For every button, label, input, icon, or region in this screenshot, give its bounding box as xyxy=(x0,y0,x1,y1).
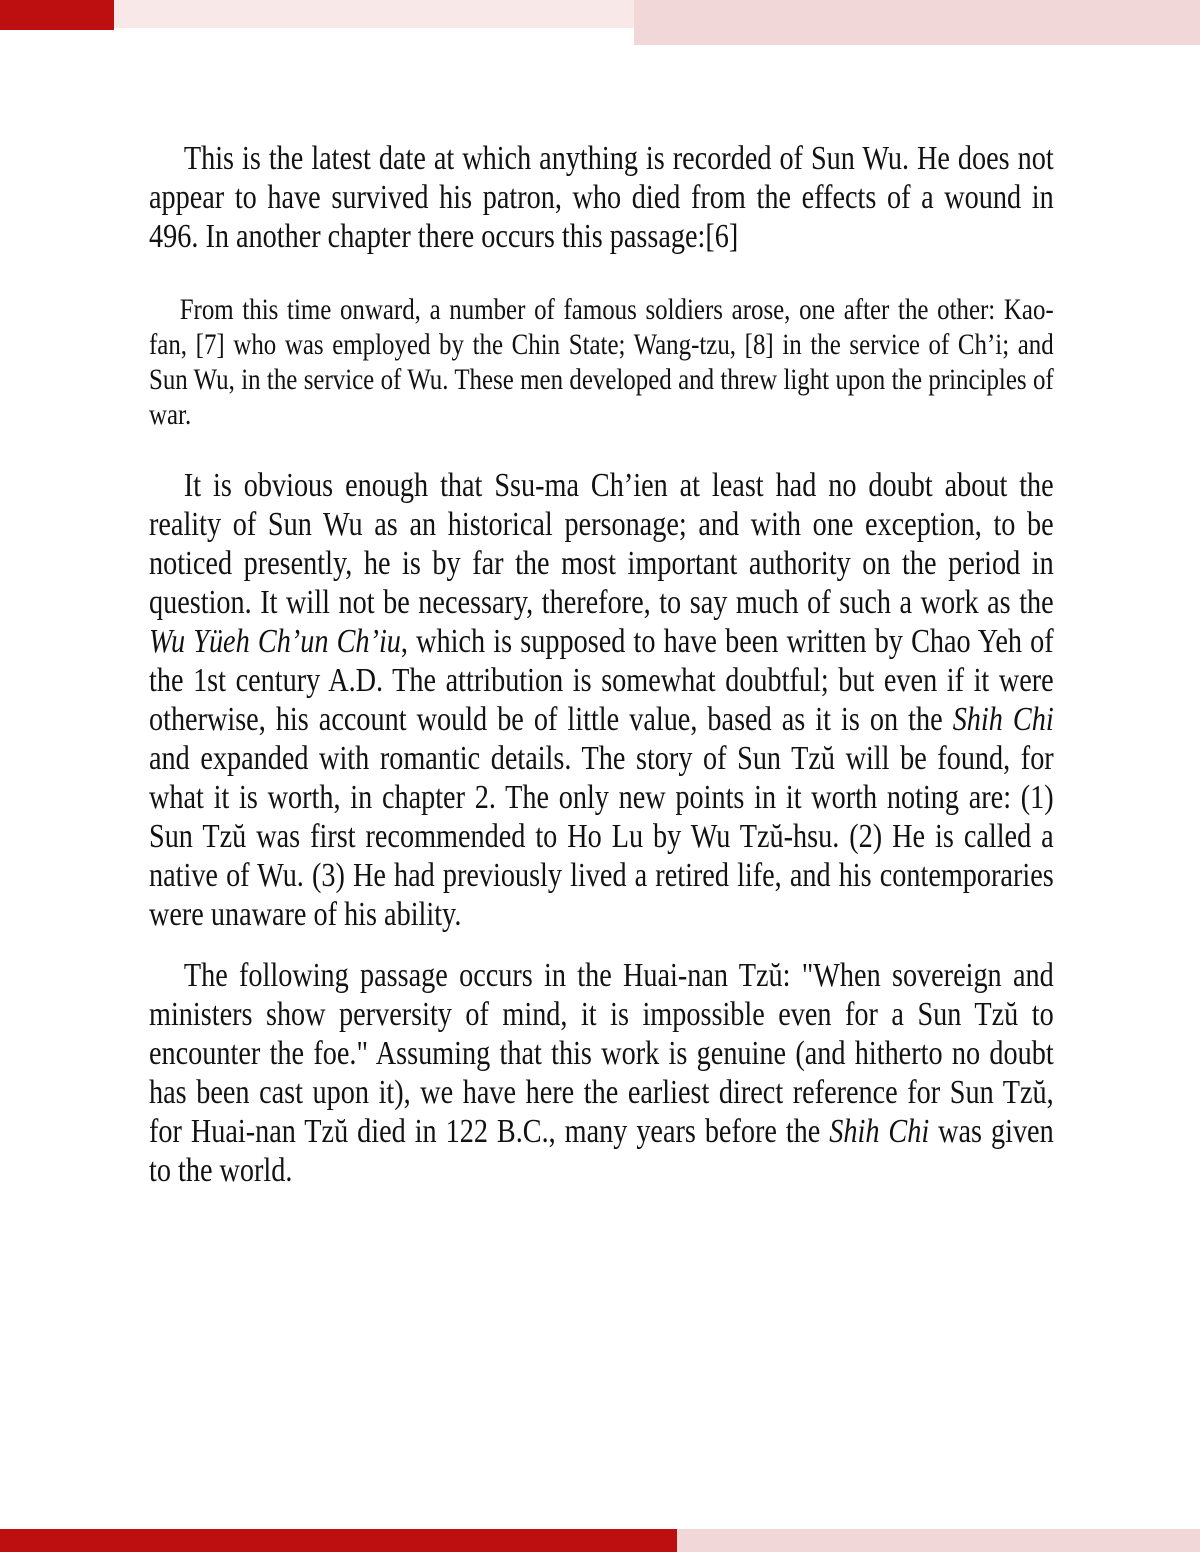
text-run: was given to the world. xyxy=(149,1113,1054,1189)
text-run: It is obvious enough that Ssu-ma Ch’ien at least had no doubt about the reality of Sun Wu as an historical personage; and with one exception, to be noticed presently, he is by far the most important authority on the period in question. It will not be necessary, therefore, to say much of such a work as the xyxy=(149,467,1054,621)
italic-book-title: Shih Chi xyxy=(952,701,1054,738)
text-run: This is the latest date at which anything is recorded of Sun Wu. He does not appear to have survived his patron, who died from the effects of a wound in 496. In another chapter there occurs this passage:[6] xyxy=(149,140,1054,255)
document-body xyxy=(149,139,1054,1190)
block-quote xyxy=(149,292,1054,432)
text-run: , which is supposed to have been written by Chao Yeh of the 1st century A.D. The attribution is somewhat doubtful; but even if it were otherwise, his account would be of little value, based as it is on the xyxy=(149,623,1054,738)
text-run: From this time onward, a number of famous soldiers arose, one after the other: Kao-fan, [7] who was employed by the Chin State; Wang-tzu, [8] in the service of Ch’i; and Sun Wu, in the service of Wu. These men developed and threw light upon the principles of war. xyxy=(149,293,1054,431)
redaction-block-top-right xyxy=(634,0,1200,45)
paragraph xyxy=(149,956,1054,1190)
paragraph xyxy=(149,139,1054,256)
text-run: and expanded with romantic details. The story of Sun Tzŭ will be found, for what it is worth, in chapter 2. The only new points in it worth noting are: (1) Sun Tzŭ was first recommended to Ho Lu by Wu Tzŭ-hsu. (2) He is called a native of Wu. (3) He had previously lived a retired life, and his contemporaries were unaware of his ability. xyxy=(149,740,1054,933)
redaction-bar-top-left xyxy=(0,0,114,30)
text-run: The following passage occurs in the Huai-nan Tzŭ: "When sovereign and ministers show perversity of mind, it is impossible even for a Sun Tzŭ to encounter the foe." Assuming that this work is genuine (and hitherto no doubt has been cast upon it), we have here the earliest direct reference for Sun Tzŭ, for Huai-nan Tzŭ died in 122 B.C., many years before the xyxy=(149,957,1054,1150)
paragraph xyxy=(149,466,1054,934)
redaction-bar-bottom-left xyxy=(0,1529,677,1552)
redaction-strip-top-middle xyxy=(114,0,634,28)
redaction-bar-bottom-right xyxy=(677,1529,1200,1552)
italic-book-title: Wu Yüeh Ch’un Ch’iu xyxy=(149,623,401,660)
italic-book-title: Shih Chi xyxy=(829,1113,930,1150)
